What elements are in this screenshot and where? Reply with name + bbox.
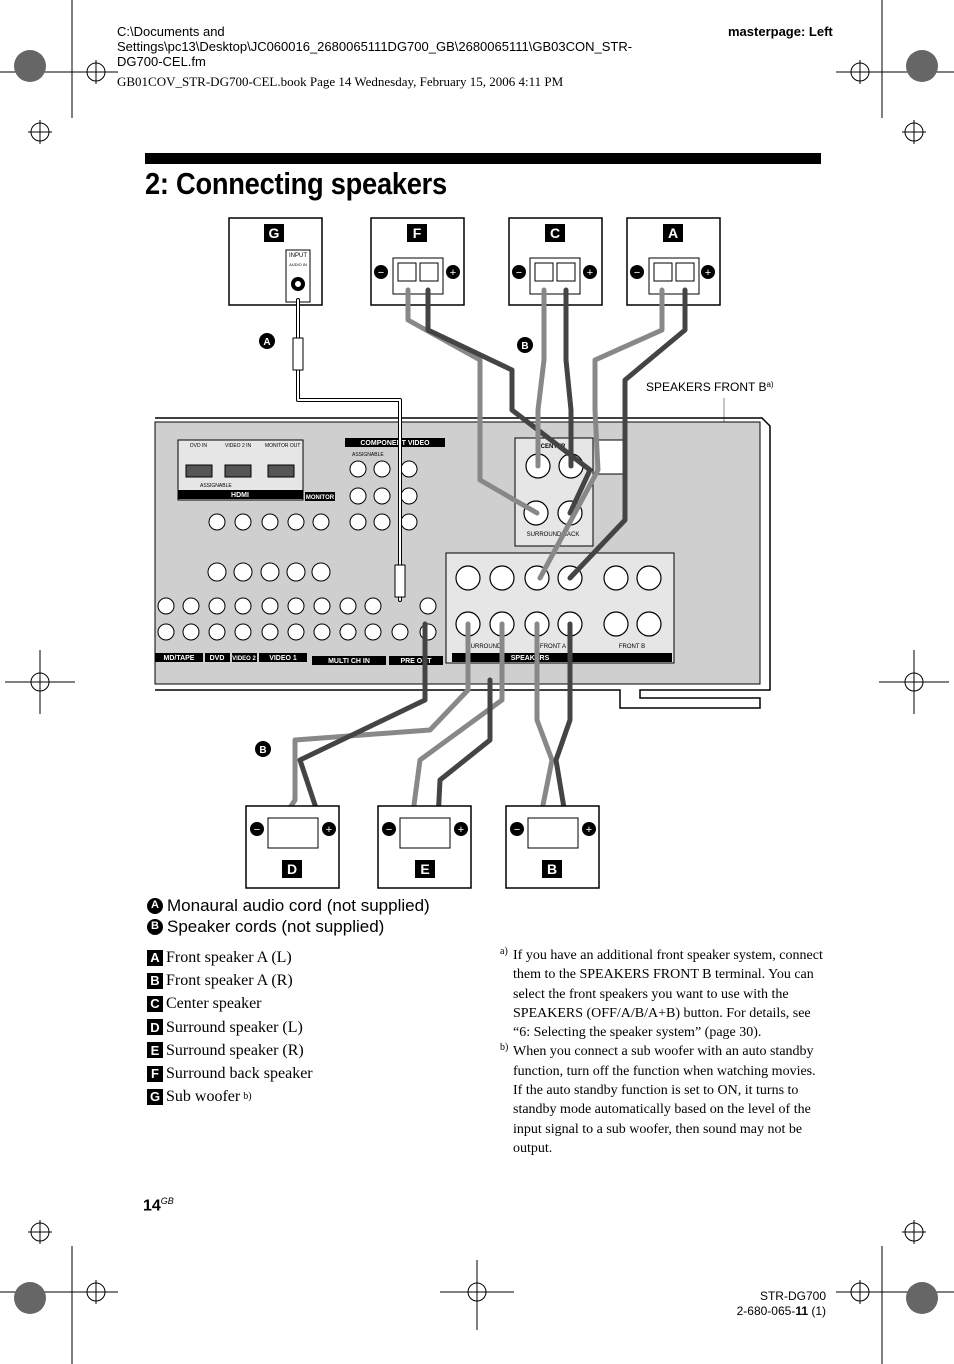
letter-a: A	[667, 225, 679, 241]
svg-text:SURROUND BACK: SURROUND BACK	[526, 532, 580, 538]
cord-marker: B	[147, 919, 163, 935]
svg-text:PRE OUT: PRE OUT	[400, 658, 432, 665]
svg-text:ASSIGNABLE: ASSIGNABLE	[352, 452, 384, 458]
legend-item: C Center speaker	[147, 992, 313, 1015]
letter-f: F	[412, 225, 422, 241]
svg-text:−: −	[633, 267, 641, 279]
cord-text: Monaural audio cord (not supplied)	[167, 896, 430, 915]
svg-text:COMPONENT VIDEO: COMPONENT VIDEO	[360, 440, 430, 447]
svg-text:+: +	[457, 824, 465, 836]
legend-item: F Surround back speaker	[147, 1062, 313, 1085]
legend-item: B Front speaker A (R)	[147, 969, 313, 992]
svg-text:MONITOR: MONITOR	[305, 495, 335, 501]
audio-in-label: AUDIO IN	[289, 262, 307, 267]
letter-c: C	[549, 225, 561, 241]
legend-item: A Front speaker A (L)	[147, 946, 313, 969]
svg-text:−: −	[385, 824, 393, 836]
book-line: GB01COV_STR-DG700-CEL.book Page 14 Wednesday, February 15, 2006 4:11 PM	[117, 74, 564, 89]
svg-text:−: −	[513, 824, 521, 836]
footer-code: STR-DG700 2-680-065-11 (1)	[736, 1289, 826, 1318]
svg-text:SPEAKERS: SPEAKERS	[510, 655, 550, 662]
svg-text:VIDEO 2 IN: VIDEO 2 IN	[225, 443, 252, 449]
footnote-a: a) If you have an additional front speaker system, connect them to the SPEAKERS FRONT B terminal. You can select the front speakers you want to use with the SPEAKERS (OFF/A/B/A+B) button. For details, see “6: Selecting the speaker system” (page 30).	[500, 946, 823, 1041]
legend-item: E Surround speaker (R)	[147, 1039, 313, 1062]
svg-text:ASSIGNABLE: ASSIGNABLE	[200, 483, 232, 489]
svg-text:A: A	[263, 337, 271, 348]
svg-text:HDMI: HDMI	[231, 492, 249, 499]
cord-text: Speaker cords (not supplied)	[167, 917, 385, 936]
page-number: $14^{GB}$	[143, 1196, 174, 1215]
masterpage-label: masterpage: Left	[728, 24, 833, 39]
svg-text:+: +	[585, 824, 593, 836]
letter-e: E	[420, 861, 430, 877]
svg-text:DVD: DVD	[209, 655, 225, 662]
svg-text:VIDEO 1: VIDEO 1	[269, 655, 297, 662]
svg-text:CENTER: CENTER	[540, 444, 566, 450]
file-path: C:\Documents and Settings\pc13\Desktop\JC060016_2680065111DG700_GB\2680065111\GB03CON_STR-DG700-CEL.fm	[117, 24, 633, 69]
svg-text:+: +	[586, 267, 594, 279]
svg-text:VIDEO 2: VIDEO 2	[232, 656, 256, 662]
svg-text:MD/TAPE: MD/TAPE	[163, 655, 195, 662]
svg-text:−: −	[253, 824, 261, 836]
svg-text:MONITOR OUT: MONITOR OUT	[265, 443, 301, 449]
svg-text:−: −	[377, 267, 385, 279]
page-title: 2: Connecting speakers	[145, 166, 447, 201]
footnote-b: b) When you connect a sub woofer with an auto standby function, turn off the function when watching movies. If the auto standby function is set to ON, it turns to standby mode automatically based on the level of the input signal to a sub woofer, then sound may not be output.	[500, 1042, 816, 1156]
svg-text:FRONT B: FRONT B	[618, 644, 646, 650]
svg-text:B: B	[259, 745, 267, 756]
letter-b: B	[546, 861, 558, 877]
svg-text:B: B	[521, 341, 529, 352]
svg-text:SURROUND: SURROUND	[466, 644, 502, 650]
cord-marker: A	[147, 898, 163, 914]
letter-d: D	[286, 861, 298, 877]
svg-text:+: +	[449, 267, 457, 279]
svg-text:DVD IN: DVD IN	[190, 443, 207, 449]
svg-text:−: −	[515, 267, 523, 279]
speakers-front-b-label: SPEAKERS FRONT $B^{a)}$	[646, 380, 774, 394]
svg-text:+: +	[325, 824, 333, 836]
legend-item: G Sub woofer b)	[147, 1085, 313, 1108]
letter-g: G	[268, 225, 280, 241]
svg-text:MULTI CH IN: MULTI CH IN	[328, 658, 370, 665]
svg-text:+: +	[704, 267, 712, 279]
input-label: INPUT	[289, 253, 307, 259]
svg-text:FRONT A: FRONT A	[540, 644, 566, 650]
legend-item: D Surround speaker (L)	[147, 1016, 313, 1039]
